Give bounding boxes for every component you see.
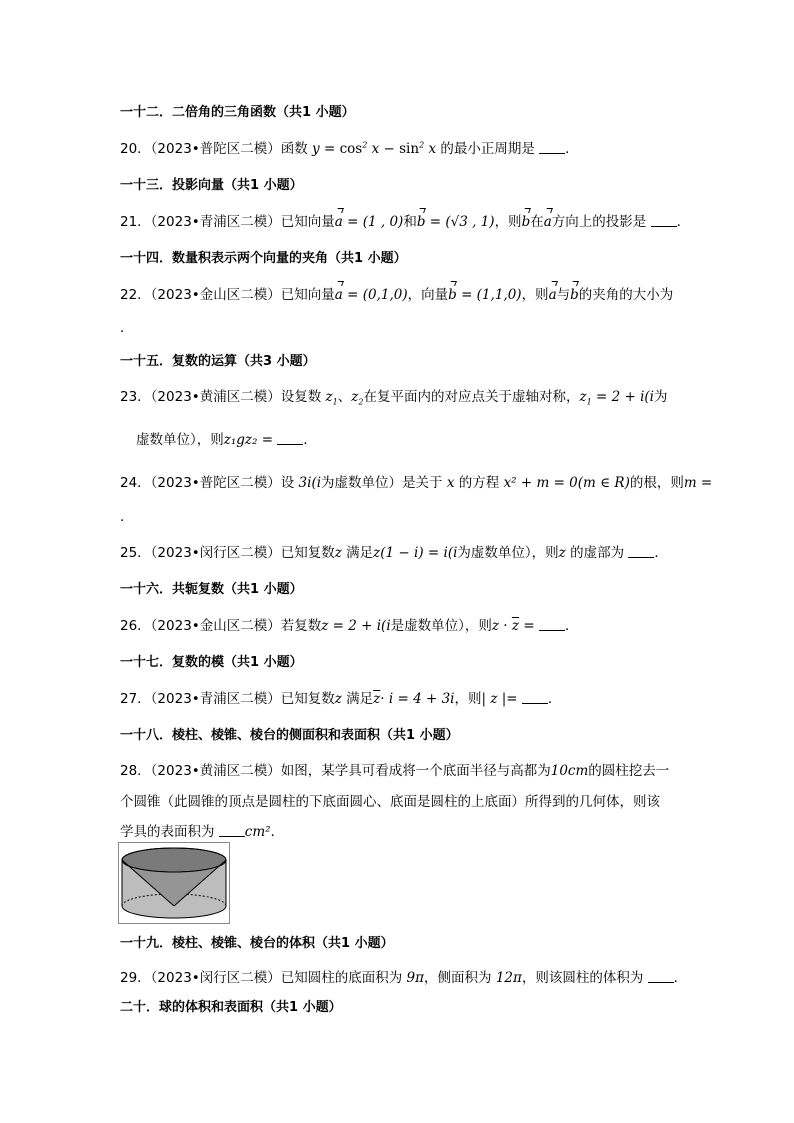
vector-b: b bbox=[416, 214, 426, 230]
question-28: 28．（2023•黄浦区二模）如图，某学具可看成将一个底面半径与高都为10cm的圆柱挖去一 bbox=[120, 763, 670, 779]
section-heading: 一十三．投影向量（共1 小题） bbox=[120, 178, 303, 193]
formula: = (1,1,0) bbox=[461, 287, 522, 303]
question-23-cont: 虚数单位），则z₁gz₂ = ． bbox=[136, 432, 317, 448]
answer-blank[interactable] bbox=[628, 545, 654, 558]
vector-a: a bbox=[334, 214, 343, 230]
question-20: 20．（2023•普陀区二模）函数 $y = \cos^2 x - \sin^2 x$ 的最小正周期是 ． bbox=[120, 140, 579, 157]
question-28-cont: 学具的表面积为 cm²． bbox=[120, 824, 285, 840]
formula: $y = \cos^2 x - \sin^2 x$ bbox=[312, 140, 437, 157]
section-heading: 一十七．复数的模（共1 小题） bbox=[120, 655, 303, 670]
formula: z(1 − i) = i(i bbox=[373, 545, 458, 561]
question-26: 26．（2023•金山区二模）若复数z = 2 + i(i是虚数单位），则$z \cdot \overline{z}$ = ． bbox=[120, 618, 579, 634]
section-heading: 一十二．二倍角的三角函数（共1 小题） bbox=[120, 105, 355, 120]
question-22: 22．（2023•金山区二模）已知向量a = (0,1,0)，向量b = (1,1,0)，则a与b的夹角的大小为 bbox=[120, 287, 674, 303]
answer-blank[interactable] bbox=[539, 618, 565, 631]
section-heading: 二十．球的体积和表面积（共1 小题） bbox=[120, 1000, 342, 1015]
formula: · i = 4 + 3i bbox=[380, 691, 455, 707]
formula: = 2 + i(i bbox=[596, 389, 654, 405]
question-23: 23．（2023•黄浦区二模）设复数 $z_1$、$z_2$在复平面内的对应点关于虚轴对称，$z_1 = 2 + i(i$为 bbox=[120, 389, 668, 407]
section-heading: 一十九．棱柱、棱锥、棱台的体积（共1 小题） bbox=[120, 936, 394, 951]
formula: 3i(i bbox=[298, 475, 322, 491]
cylinder-cone-figure bbox=[118, 842, 230, 924]
formula: z = 2 + i(i bbox=[321, 618, 391, 634]
question-27: 27．（2023•青浦区二模）已知复数z 满足$\overline{z}\cdot i = 4 + 3i$，则| z |= ． bbox=[120, 691, 562, 707]
section-heading: 一十八．棱柱、棱锥、棱台的侧面积和表面积（共1 小题） bbox=[120, 728, 459, 743]
answer-blank[interactable] bbox=[277, 432, 303, 445]
question-text: 的最小正周期是 bbox=[440, 141, 535, 157]
answer-blank-line[interactable]: ． bbox=[120, 509, 134, 525]
answer-blank-line[interactable]: ． bbox=[120, 320, 134, 336]
formula: x² + m = 0(m ∈ R) bbox=[503, 475, 630, 491]
section-heading: 一十六．共轭复数（共1 小题） bbox=[120, 582, 303, 597]
section-heading: 一十四．数量积表示两个向量的夹角（共1 小题） bbox=[120, 251, 407, 266]
formula: z₁gz₂ = bbox=[223, 432, 274, 448]
answer-blank[interactable] bbox=[539, 141, 565, 154]
question-text: 20．（2023•普陀区二模）函数 bbox=[120, 141, 308, 157]
section-heading: 一十五．复数的运算（共3 小题） bbox=[120, 354, 316, 369]
question-25: 25．（2023•闵行区二模）已知复数z 满足z(1 − i) = i(i为虚数单位），则z 的虚部为 ． bbox=[120, 545, 668, 561]
formula: $z \cdot \overline{z}$ = bbox=[491, 618, 535, 634]
answer-blank[interactable] bbox=[219, 824, 245, 837]
formula: = (1 , 0) bbox=[347, 214, 404, 230]
answer-blank[interactable] bbox=[648, 970, 674, 983]
question-24: 24．（2023•普陀区二模）设 3i(i为虚数单位）是关于 x 的方程 x² + m = 0(m ∈ R)的根，则m = bbox=[120, 475, 713, 491]
question-28-cont: 个圆锥（此圆锥的顶点是圆柱的下底面圆心、底面是圆柱的上底面）所得到的几何体，则该 bbox=[120, 794, 660, 810]
question-29: 29．（2023•闵行区二模）已知圆柱的底面积为 9π，侧面积为 12π，则该圆柱的体积为 ． bbox=[120, 970, 688, 986]
answer-blank[interactable] bbox=[522, 691, 548, 704]
formula: = (√3 , 1) bbox=[429, 214, 495, 230]
question-21: 21．（2023•青浦区二模）已知向量a = (1 , 0)和b = (√3 , 1)，则b在a方向上的投影是 ． bbox=[120, 214, 691, 230]
formula: = (0,1,0) bbox=[347, 287, 408, 303]
answer-blank[interactable] bbox=[651, 214, 677, 227]
